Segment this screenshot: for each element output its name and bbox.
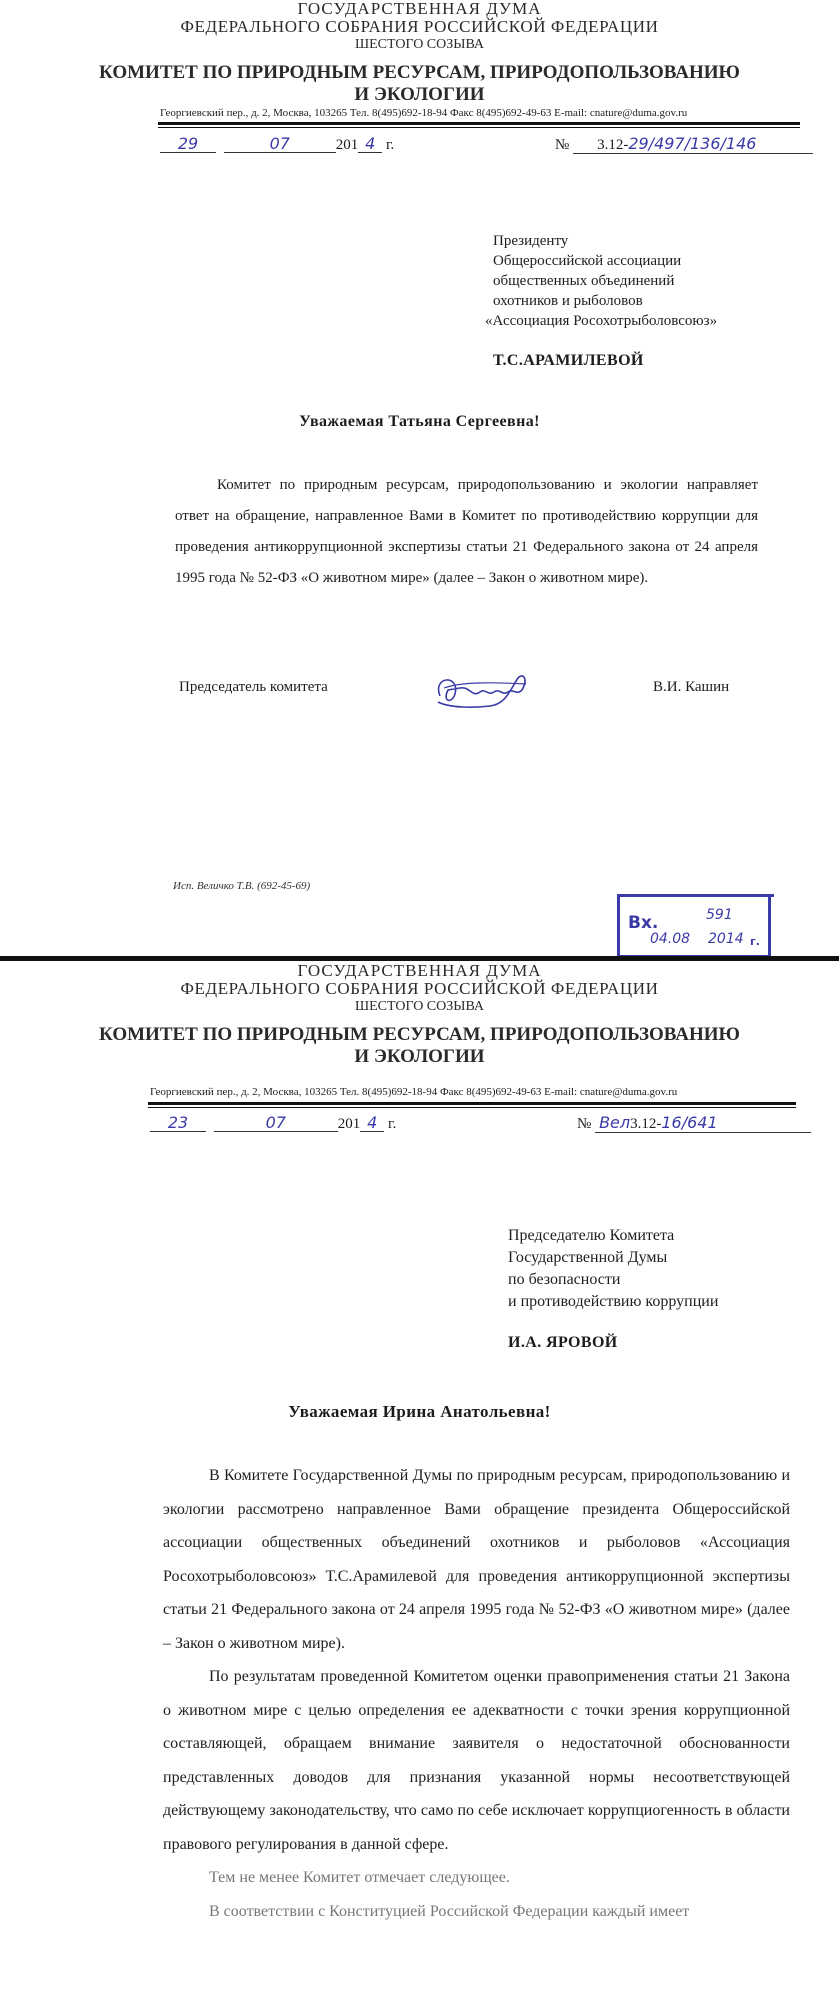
addressee-block: [508, 1225, 718, 1313]
date-year-digit: 4: [358, 136, 382, 153]
page-separator: [0, 956, 839, 961]
addressee-line: общественных объединений: [493, 273, 675, 289]
number-handwritten: 16/641: [661, 1113, 718, 1132]
addressee-line: охотников и рыболовов: [493, 293, 643, 309]
letterhead-contacts: Георгиевский пер., д. 2, Москва, 103265 Тел. 8(495)692-18-94 Факс 8(495)692-49-63 E-mail: cnature@duma.gov.ru: [160, 107, 688, 119]
addressee-line: Государственной Думы: [508, 1249, 668, 1266]
date-month: 07: [214, 1115, 338, 1132]
letter-body: [163, 1459, 790, 1928]
letterhead-convocation: ШЕСТОГО СОЗЫВА: [354, 37, 485, 52]
greeting: Уважаемая Татьяна Сергеевна!: [299, 413, 540, 430]
date-field: [150, 1115, 396, 1133]
body-paragraph: Тем не менее Комитет отмечает следующее.: [209, 1869, 510, 1886]
letterhead-contacts: Георгиевский пер., д. 2, Москва, 103265 Тел. 8(495)692-18-94 Факс 8(495)692-49-63 E-mail: cnature@duma.gov.ru: [150, 1086, 678, 1098]
letterhead-duma: ГОСУДАРСТВЕННАЯ ДУМА: [297, 962, 542, 980]
addressee-line: Общероссийской ассоциации: [493, 253, 682, 269]
date-year-suffix: г.: [386, 137, 395, 153]
incoming-stamp: [617, 894, 771, 958]
number-sign: №: [577, 1116, 592, 1132]
date-day: 29: [160, 136, 216, 153]
letterhead-assembly: ФЕДЕРАЛЬНОГО СОБРАНИЯ РОССИЙСКОЙ ФЕДЕРАЦИИ: [180, 979, 659, 998]
date-year-digit: 4: [360, 1115, 384, 1132]
number-handwritten-prefix: Вел: [599, 1113, 631, 1132]
addressee-block: [485, 231, 718, 331]
body-paragraph: В соответствии с Конституцией Российской Федерации каждый имеет: [209, 1902, 690, 1920]
stamp-suffix: г.: [750, 935, 760, 948]
letter-body: Комитет по природным ресурсам, природопользованию и экологии направляет ответ на обращение, направленное Вами в Комитет по противодействию коррупции для проведения антикоррупционной экспертизы статьи 21 Федерального закона от 24 апреля 1995 года № 52-ФЗ «О животном мире» (далее – Закон о животном мире).: [175, 477, 758, 586]
signatory-name: В.И. Кашин: [653, 679, 730, 695]
date-field: [160, 136, 394, 154]
letterhead-rule: [148, 1102, 796, 1105]
committee-title-line2: И ЭКОЛОГИИ: [354, 1046, 485, 1067]
number-prefix: 3.12-: [630, 1116, 662, 1132]
stamp-number: 591: [706, 907, 733, 923]
letterhead-duma: ГОСУДАРСТВЕННАЯ ДУМА: [297, 0, 542, 18]
addressee-line: и противодействию коррупции: [508, 1293, 719, 1310]
body-paragraph: В Комитете Государственной Думы по природным ресурсам, природопользованию и экологии рассмотрено направленное Вами обращение президента Общероссийской ассоциации общественных объединений охотников и рыболовов «Ассоциация Росохотрыболовсоюз» Т.С.Арамилевой для проведения антикоррупционной экспертизы статьи 21 Федерального закона от 24 апреля 1995 года № 52-ФЗ «О животном мире» (далее – Закон о животном мире).: [163, 1467, 790, 1652]
number-line: [573, 136, 813, 154]
stamp-prefix: Вх.: [628, 913, 659, 933]
number-line: [595, 1115, 811, 1133]
letter-page-1: [0, 0, 839, 958]
letterhead: [0, 0, 839, 106]
number-sign: №: [555, 137, 570, 153]
letterhead: [0, 962, 839, 1068]
number-handwritten: 29/497/136/146: [628, 134, 757, 153]
executor-note: Исп. Величко Т.В. (692-45-69): [173, 880, 311, 892]
committee-title-line1: КОМИТЕТ ПО ПРИРОДНЫМ РЕСУРСАМ, ПРИРОДОПОЛЬЗОВАНИЮ: [99, 1024, 740, 1045]
date-day: 23: [150, 1115, 206, 1132]
document-number: [577, 1115, 811, 1133]
number-prefix: 3.12-: [597, 137, 629, 153]
letter-page-2: [0, 962, 839, 2000]
addressee-name: И.А. ЯРОВОЙ: [508, 1334, 618, 1351]
date-year-prefix: 201: [335, 137, 359, 153]
stamp-date: 04.08: [650, 931, 691, 947]
addressee-line: «Ассоциация Росохотрыболовсоюз»: [485, 313, 718, 329]
letterhead-assembly: ФЕДЕРАЛЬНОГО СОБРАНИЯ РОССИЙСКОЙ ФЕДЕРАЦИИ: [180, 17, 659, 36]
addressee-line: по безопасности: [508, 1271, 621, 1288]
stamp-top-edge: [620, 894, 774, 897]
committee-title-line2: И ЭКОЛОГИИ: [354, 84, 485, 105]
date-year-prefix: 201: [337, 1116, 361, 1132]
greeting: Уважаемая Ирина Анатольевна!: [288, 1402, 551, 1421]
letterhead-rule-thin: [148, 1107, 796, 1108]
date-month: 07: [224, 136, 336, 153]
document-number: [555, 136, 813, 154]
addressee-line: Председателю Комитета: [508, 1227, 675, 1244]
letterhead-rule: [158, 122, 800, 125]
stamp-year: 2014: [708, 931, 744, 947]
body-paragraph: По результатам проведенной Комитетом оценки правоприменения статьи 21 Закона о животном мире с целью определения ее адекватности с точки зрения коррупционной составляющей, обращаем внимание заявителя о недостаточной обоснованности представленных доводов для признания указанной нормы несоответствующей действующему законодательству, что само по себе исключает коррупциогенность в области правового регулирования в данной сфере.: [163, 1668, 790, 1853]
letterhead-convocation: ШЕСТОГО СОЗЫВА: [354, 999, 485, 1014]
committee-title-line1: КОМИТЕТ ПО ПРИРОДНЫМ РЕСУРСАМ, ПРИРОДОПОЛЬЗОВАНИЮ: [99, 62, 740, 83]
handwritten-signature: [430, 666, 535, 712]
addressee-line: Президенту: [493, 233, 569, 249]
letterhead-rule-thin: [158, 127, 800, 128]
signature-position: Председатель комитета: [179, 679, 328, 695]
date-year-suffix: г.: [388, 1116, 397, 1132]
addressee-name: Т.С.АРАМИЛЕВОЙ: [493, 352, 644, 369]
